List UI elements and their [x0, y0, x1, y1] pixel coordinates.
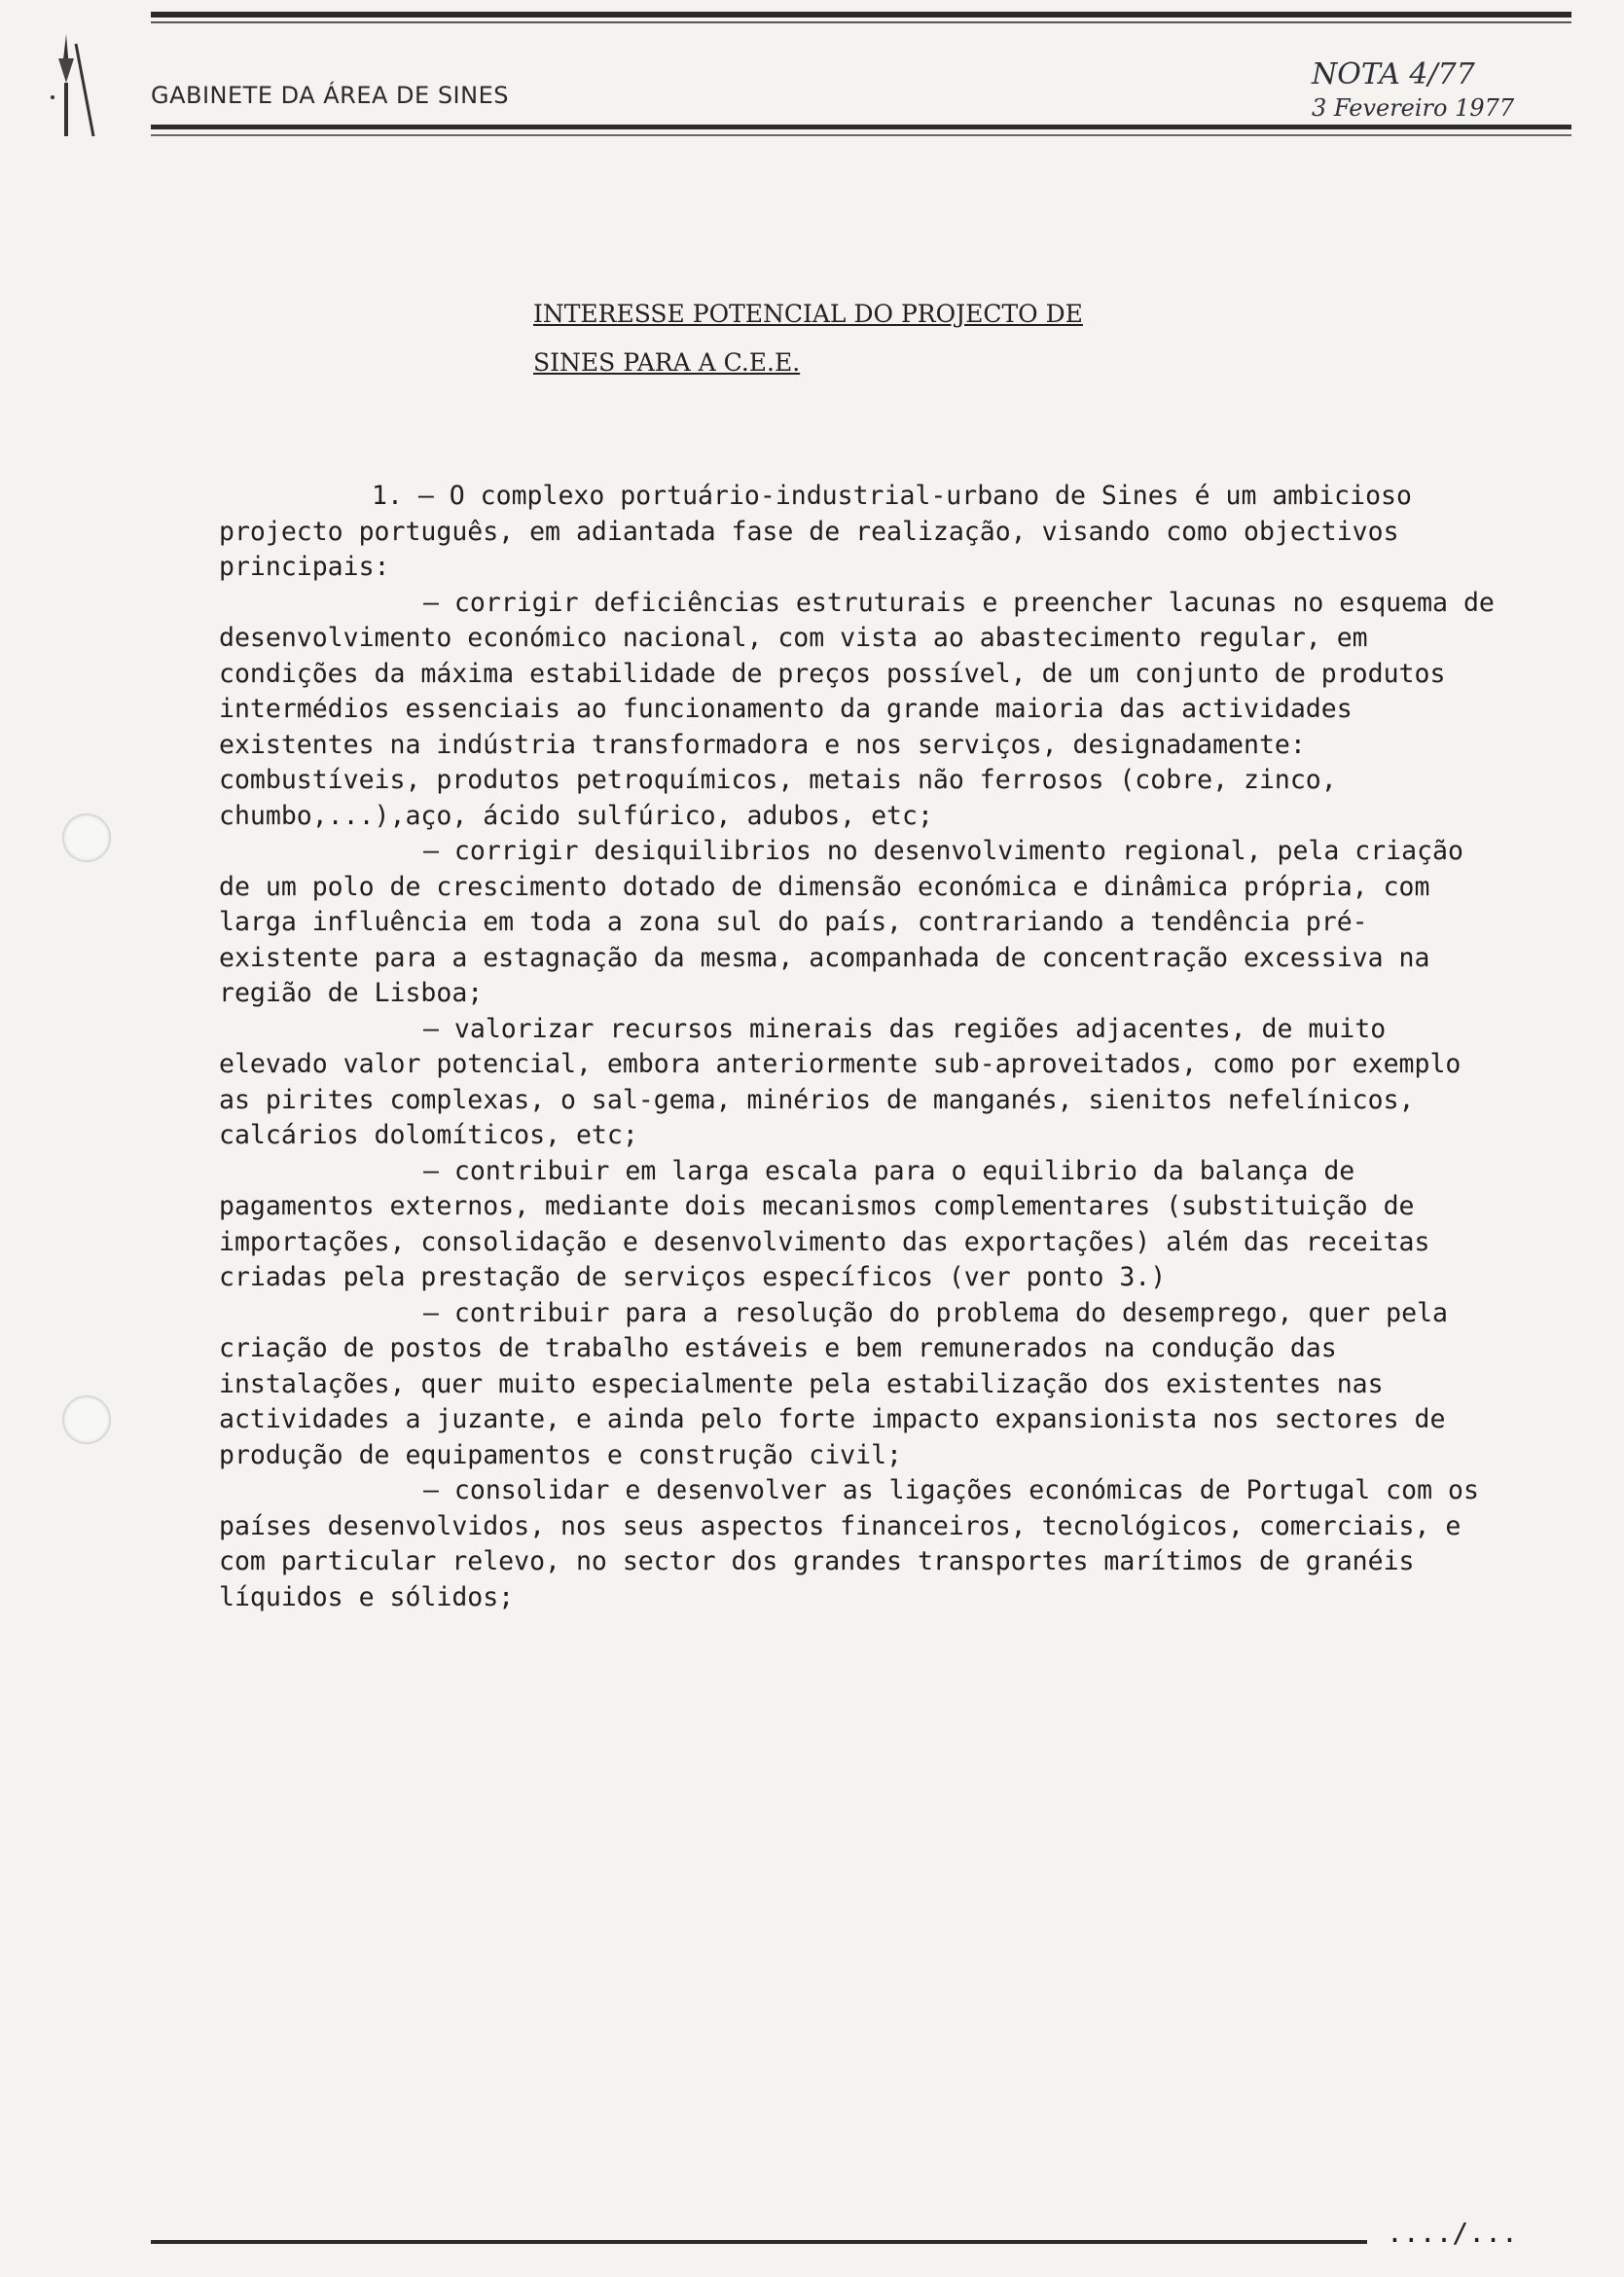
document-body	[219, 479, 1503, 1615]
footer-rule	[151, 2240, 1367, 2244]
header-rule	[151, 125, 1571, 129]
punch-hole	[62, 813, 111, 862]
intro-paragraph: 1. – O complexo portuário-industrial-urbano de Sines é um ambicioso projecto português, em adiantada fase de realização, visando como objectivos principais:	[219, 481, 1412, 582]
objective-item: – corrigir desiquilibrios no desenvolvimento regional, pela criação de um polo de crescimento dotado de dimensão económica e dinâmica própria, com larga influência em toda a zona sul do país, contrariando a tendência pré-existente para a estagnação da mesma, acompanhada de concentração excessiva na região de Lisboa;	[219, 836, 1463, 1008]
punch-hole	[62, 1395, 111, 1444]
title-line-1: INTERESSE POTENCIAL DO PROJECTO DE	[533, 300, 1083, 328]
header-rule-thin	[151, 134, 1571, 136]
objective-item: – valorizar recursos minerais das regiões adjacentes, de muito elevado valor potencial, embora anteriormente sub-aproveitados, como por exemplo as pirites complexas, o sal-gema, minérios de manganés, sienitos nefelínicos, calcários dolomíticos, etc;	[219, 1013, 1462, 1150]
objective-item: – consolidar e desenvolver as ligações económicas de Portugal com os países desenvolvidos, nos seus aspectos financeiros, tecnológicos, comerciais, e com particular relevo, no sector dos grandes transportes marítimos de granéis líquidos e sólidos;	[219, 1475, 1479, 1612]
title-line-2: SINES PARA A C.E.E.	[533, 348, 801, 377]
note-reference	[1312, 58, 1514, 125]
note-number: NOTA 4/77	[1312, 57, 1475, 91]
objective-item: – contribuir para a resolução do problema do desemprego, quer pela criação de postos de trabalho estáveis e bem remunerados na condução das instalações, quer muito especialmente pela estabilização dos existentes nas actividades a juzante, e ainda pelo forte impacto expansionista nos sectores de produção de equipamentos e construção civil;	[219, 1297, 1448, 1470]
office-logo-icon	[37, 29, 95, 146]
continued-marker: ..../...	[1387, 2217, 1518, 2249]
top-border-rule-thin	[151, 21, 1571, 23]
note-date: 3 Fevereiro 1977	[1312, 94, 1515, 122]
office-name: GABINETE DA ÁREA DE SINES	[151, 82, 509, 109]
document-title	[533, 290, 1083, 387]
objective-item: – corrigir deficiências estruturais e preencher lacunas no esquema de desenvolvimento económico nacional, com vista ao abastecimento regular, em condições da máxima estabilidade de preços possível, de um conjunto de produtos intermédios essenciais ao funcionamento da grande maioria das actividades existentes na indústria transformadora e nos serviços, designadamente: combustíveis, produtos petroquímicos, metais não ferrosos (cobre, zinco, chumbo,...),aço, ácido sulfúrico, adubos, etc;	[219, 587, 1495, 831]
objective-item: – contribuir em larga escala para o equilibrio da balança de pagamentos externos, mediante dois mecanismos complementares (substituição de importações, consolidação e desenvolvimento das exportações) além das receitas criadas pela prestação de serviços específicos (ver ponto 3.)	[219, 1155, 1430, 1292]
top-border-rule	[151, 12, 1571, 18]
